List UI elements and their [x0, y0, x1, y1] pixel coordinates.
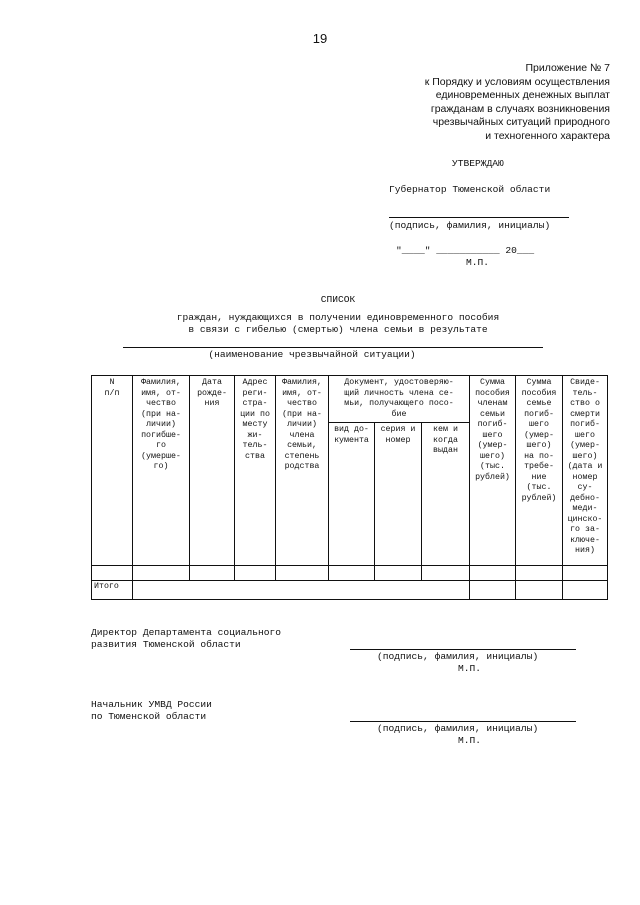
header-death-certificate: Свиде- тель- ство о смерти погиб- шего (умер- шего) (дата и номер су- дебно- меди- цинско- го за- ключе- ния) [563, 376, 608, 566]
emergency-name-caption: (наименование чрезвычайной ситуации) [208, 349, 416, 360]
approval-heading: УТВЕРЖДАЮ [452, 158, 504, 169]
approval-signature-line [389, 217, 569, 218]
list-subtitle-line2: в связи с гибелью (смертью) члена семьи в результате [188, 324, 488, 335]
header-address: Адрес реги- стра- ции по месту жи- тель- ства [235, 376, 276, 566]
signatory-1-caption: (подпись, фамилия, инициалы) [377, 651, 539, 662]
header-doc-type: вид до- кумента [329, 423, 375, 566]
appendix-line: и техногенного характера [485, 129, 610, 142]
header-family-member: Фамилия, имя, от- чество (при на- личии) члена семьи, степень родства [276, 376, 329, 566]
appendix-line: Приложение № 7 [525, 62, 610, 74]
appendix-line: единовременных денежных выплат [435, 89, 610, 101]
signatory-1-signature-line [350, 649, 576, 650]
signatory-2-signature-line [350, 721, 576, 722]
header-sum-members: Сумма пособия членам семьи погиб- шего (умер- шего) (тыс. рублей) [470, 376, 516, 566]
header-num: N п/п [92, 376, 133, 566]
approval-date-line: "____" ___________ 20___ [396, 245, 535, 256]
table-header-row [92, 376, 608, 423]
page-number: 19 [312, 31, 328, 46]
signatory-1-seal: М.П. [458, 663, 482, 674]
citizens-list-table [91, 375, 608, 600]
appendix-reference [310, 62, 610, 143]
signatory-2-position-line1: Начальник УМВД России [91, 699, 212, 710]
table-row [92, 566, 608, 581]
signatory-1-position-line2: развития Тюменской области [91, 639, 241, 650]
total-label: Итого [92, 581, 133, 600]
signatory-2-caption: (подпись, фамилия, инициалы) [377, 723, 539, 734]
header-doc-issued: кем и когда выдан [422, 423, 470, 566]
emergency-name-line [123, 347, 543, 348]
approval-seal: М.П. [466, 257, 490, 268]
header-sum-demand: Сумма пособия семье погиб- шего (умер- шего) на по- требе- ние (тыс. рублей) [516, 376, 563, 566]
approval-signature-caption: (подпись, фамилия, инициалы) [389, 220, 551, 231]
total-row [92, 581, 608, 600]
header-deceased-name: Фамилия, имя, от- чество (при на- личии) погибше- го (умерше- го) [133, 376, 190, 566]
signatory-2-position-line2: по Тюменской области [91, 711, 207, 722]
signatory-2-seal: М.П. [458, 735, 482, 746]
approval-position: Губернатор Тюменской области [389, 184, 551, 195]
appendix-line: гражданам в случаях возникновения [430, 102, 610, 115]
header-birth-date: Дата рожде- ния [190, 376, 235, 566]
signatory-1-position-line1: Директор Департамента социального [91, 627, 281, 638]
list-subtitle-line1: граждан, нуждающихся в получении единовременного пособия [176, 312, 500, 323]
header-identity-document: Документ, удостоверяю- щий личность члена се- мьи, получающего посо- бие [329, 376, 470, 423]
list-title: СПИСОК [320, 294, 356, 305]
appendix-line: чрезвычайных ситуаций природного [432, 116, 610, 128]
header-doc-series: серия и номер [375, 423, 422, 566]
appendix-line: к Порядку и условиям осуществления [424, 75, 610, 88]
